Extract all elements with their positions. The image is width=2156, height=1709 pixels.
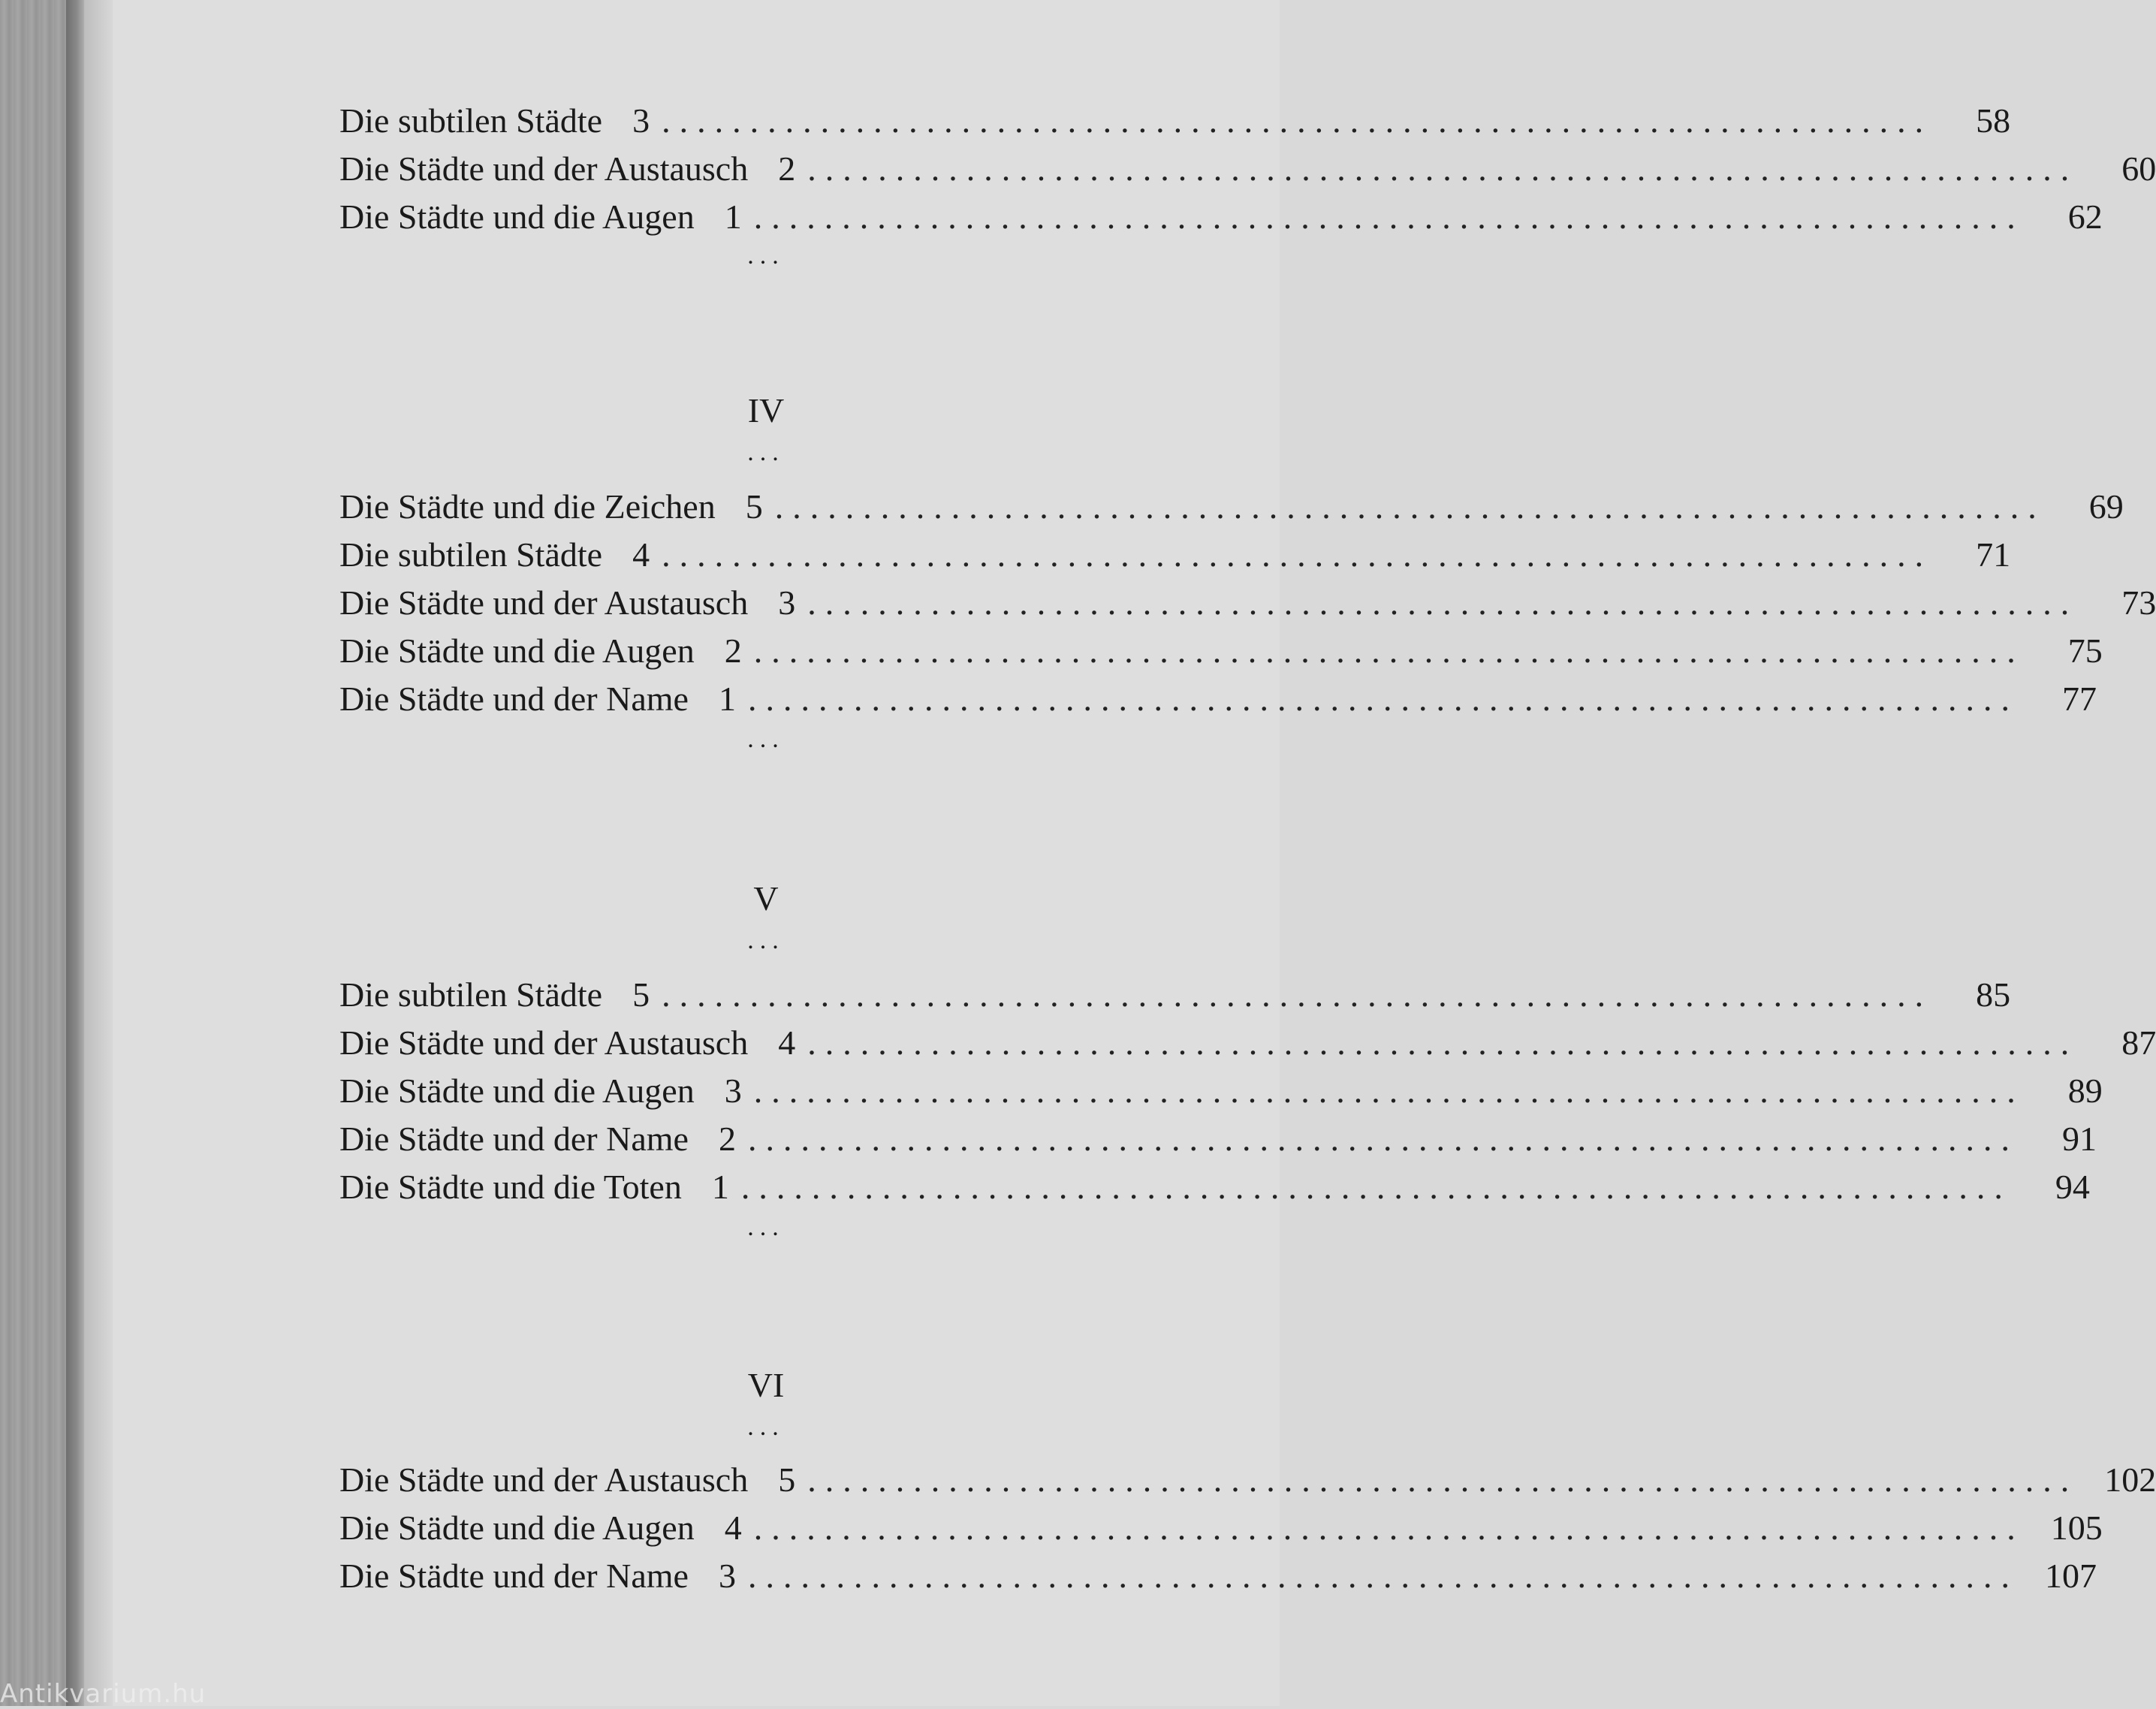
dot-leader: ........................................................................ — [807, 1460, 2079, 1499]
dot-leader: ........................................................................ — [807, 149, 2079, 188]
entry-page: 58 — [1976, 101, 2011, 140]
section-ellipsis: ... — [747, 927, 785, 954]
entry-page: 102 — [2104, 1460, 2156, 1499]
dot-leader: ........................................................................ — [807, 1023, 2079, 1062]
entry-title: Die Städte und die Zeichen — [339, 487, 716, 526]
entry-number: 3 — [632, 101, 650, 140]
section-ellipsis: ... — [747, 1413, 785, 1441]
entry-page: 77 — [2061, 680, 2097, 718]
section-heading-iv: IV — [747, 391, 785, 430]
entry-title: Die Städte und die Augen — [339, 197, 695, 236]
entry-page: 105 — [2050, 1509, 2103, 1547]
dot-leader: ........................................................................ — [807, 583, 2079, 622]
entry-title: Die Städte und der Austausch — [339, 583, 749, 622]
entry-number: 1 — [724, 197, 742, 236]
dot-leader: ........................................................................ — [740, 1168, 2012, 1206]
dot-leader: ........................................................................ — [747, 1120, 2019, 1158]
section-heading-vi: VI — [747, 1366, 785, 1404]
entry-number: 2 — [718, 1120, 736, 1158]
toc-entry — [339, 631, 2103, 676]
entry-page: 60 — [2121, 149, 2156, 188]
entry-title: Die subtilen Städte — [339, 101, 603, 140]
dot-leader: ........................................................................ — [747, 680, 2019, 718]
entry-title: Die Städte und der Name — [339, 680, 689, 718]
section-heading-v: V — [753, 879, 779, 918]
toc-entry — [339, 1167, 2090, 1212]
entry-number: 2 — [778, 149, 796, 188]
entry-number: 5 — [632, 975, 650, 1014]
section-ellipsis: ... — [747, 725, 785, 753]
entry-page: 91 — [2061, 1120, 2097, 1158]
entry-page: 69 — [2088, 487, 2124, 526]
toc-entry — [339, 583, 2156, 628]
toc-entry — [339, 1556, 2097, 1601]
dot-leader: ........................................................................ — [662, 101, 1933, 140]
entry-page: 89 — [2067, 1072, 2103, 1110]
dot-leader: ........................................................................ — [774, 487, 2046, 526]
entry-title: Die Städte und der Austausch — [339, 1460, 749, 1499]
entry-number: 5 — [778, 1460, 796, 1499]
entry-page: 107 — [2044, 1557, 2097, 1595]
entry-number: 3 — [778, 583, 796, 622]
entry-page: 94 — [2055, 1168, 2090, 1206]
entry-title: Die Städte und der Austausch — [339, 149, 749, 188]
entry-number: 4 — [724, 1509, 742, 1547]
section-ellipsis: ... — [747, 1213, 785, 1241]
entry-title: Die Städte und die Augen — [339, 1072, 695, 1110]
dot-leader: ........................................................................ — [662, 975, 1933, 1014]
entry-title: Die subtilen Städte — [339, 975, 603, 1014]
entry-number: 1 — [711, 1168, 729, 1206]
entry-page: 71 — [1976, 535, 2011, 574]
toc-entry — [339, 1023, 2156, 1068]
toc-entry — [339, 197, 2103, 242]
gutter-shadow — [66, 0, 86, 1706]
toc-entry — [339, 535, 2011, 580]
entry-title: Die Städte und die Augen — [339, 631, 695, 670]
entry-title: Die subtilen Städte — [339, 535, 603, 574]
dot-leader: ........................................................................ — [753, 197, 2025, 236]
entry-page: 87 — [2121, 1023, 2156, 1062]
entry-title: Die Städte und der Name — [339, 1557, 689, 1595]
entry-title: Die Städte und die Toten — [339, 1168, 682, 1206]
toc-entry — [339, 975, 2011, 1020]
toc-entry — [339, 1460, 2156, 1505]
toc-entry — [339, 101, 2011, 146]
entry-title: Die Städte und der Austausch — [339, 1023, 749, 1062]
section-ellipsis: ... — [747, 242, 785, 270]
entry-number: 1 — [718, 680, 736, 718]
entry-number: 3 — [724, 1072, 742, 1110]
toc-entry — [339, 487, 2124, 532]
watermark: Antikvarium.hu — [0, 1679, 207, 1709]
entry-number: 2 — [724, 631, 742, 670]
section-ellipsis: ... — [747, 439, 785, 466]
entry-page: 62 — [2067, 197, 2103, 236]
book-spine — [0, 0, 74, 1706]
toc-entry — [339, 149, 2156, 194]
entry-number: 5 — [745, 487, 763, 526]
entry-number: 3 — [718, 1557, 736, 1595]
toc-entry — [339, 1071, 2103, 1116]
toc-entry — [339, 679, 2097, 724]
dot-leader: ........................................................................ — [753, 631, 2025, 670]
entry-title: Die Städte und die Augen — [339, 1509, 695, 1547]
dot-leader: ........................................................................ — [753, 1509, 2025, 1547]
dot-leader: ........................................................................ — [747, 1557, 2019, 1595]
dot-leader: ........................................................................ — [753, 1072, 2025, 1110]
entry-page: 75 — [2067, 631, 2103, 670]
entry-title: Die Städte und der Name — [339, 1120, 689, 1158]
dot-leader: ........................................................................ — [662, 535, 1933, 574]
entry-number: 4 — [778, 1023, 796, 1062]
toc-entry — [339, 1119, 2097, 1164]
toc-entry — [339, 1508, 2103, 1553]
entry-number: 4 — [632, 535, 650, 574]
entry-page: 85 — [1976, 975, 2011, 1014]
entry-page: 73 — [2121, 583, 2156, 622]
